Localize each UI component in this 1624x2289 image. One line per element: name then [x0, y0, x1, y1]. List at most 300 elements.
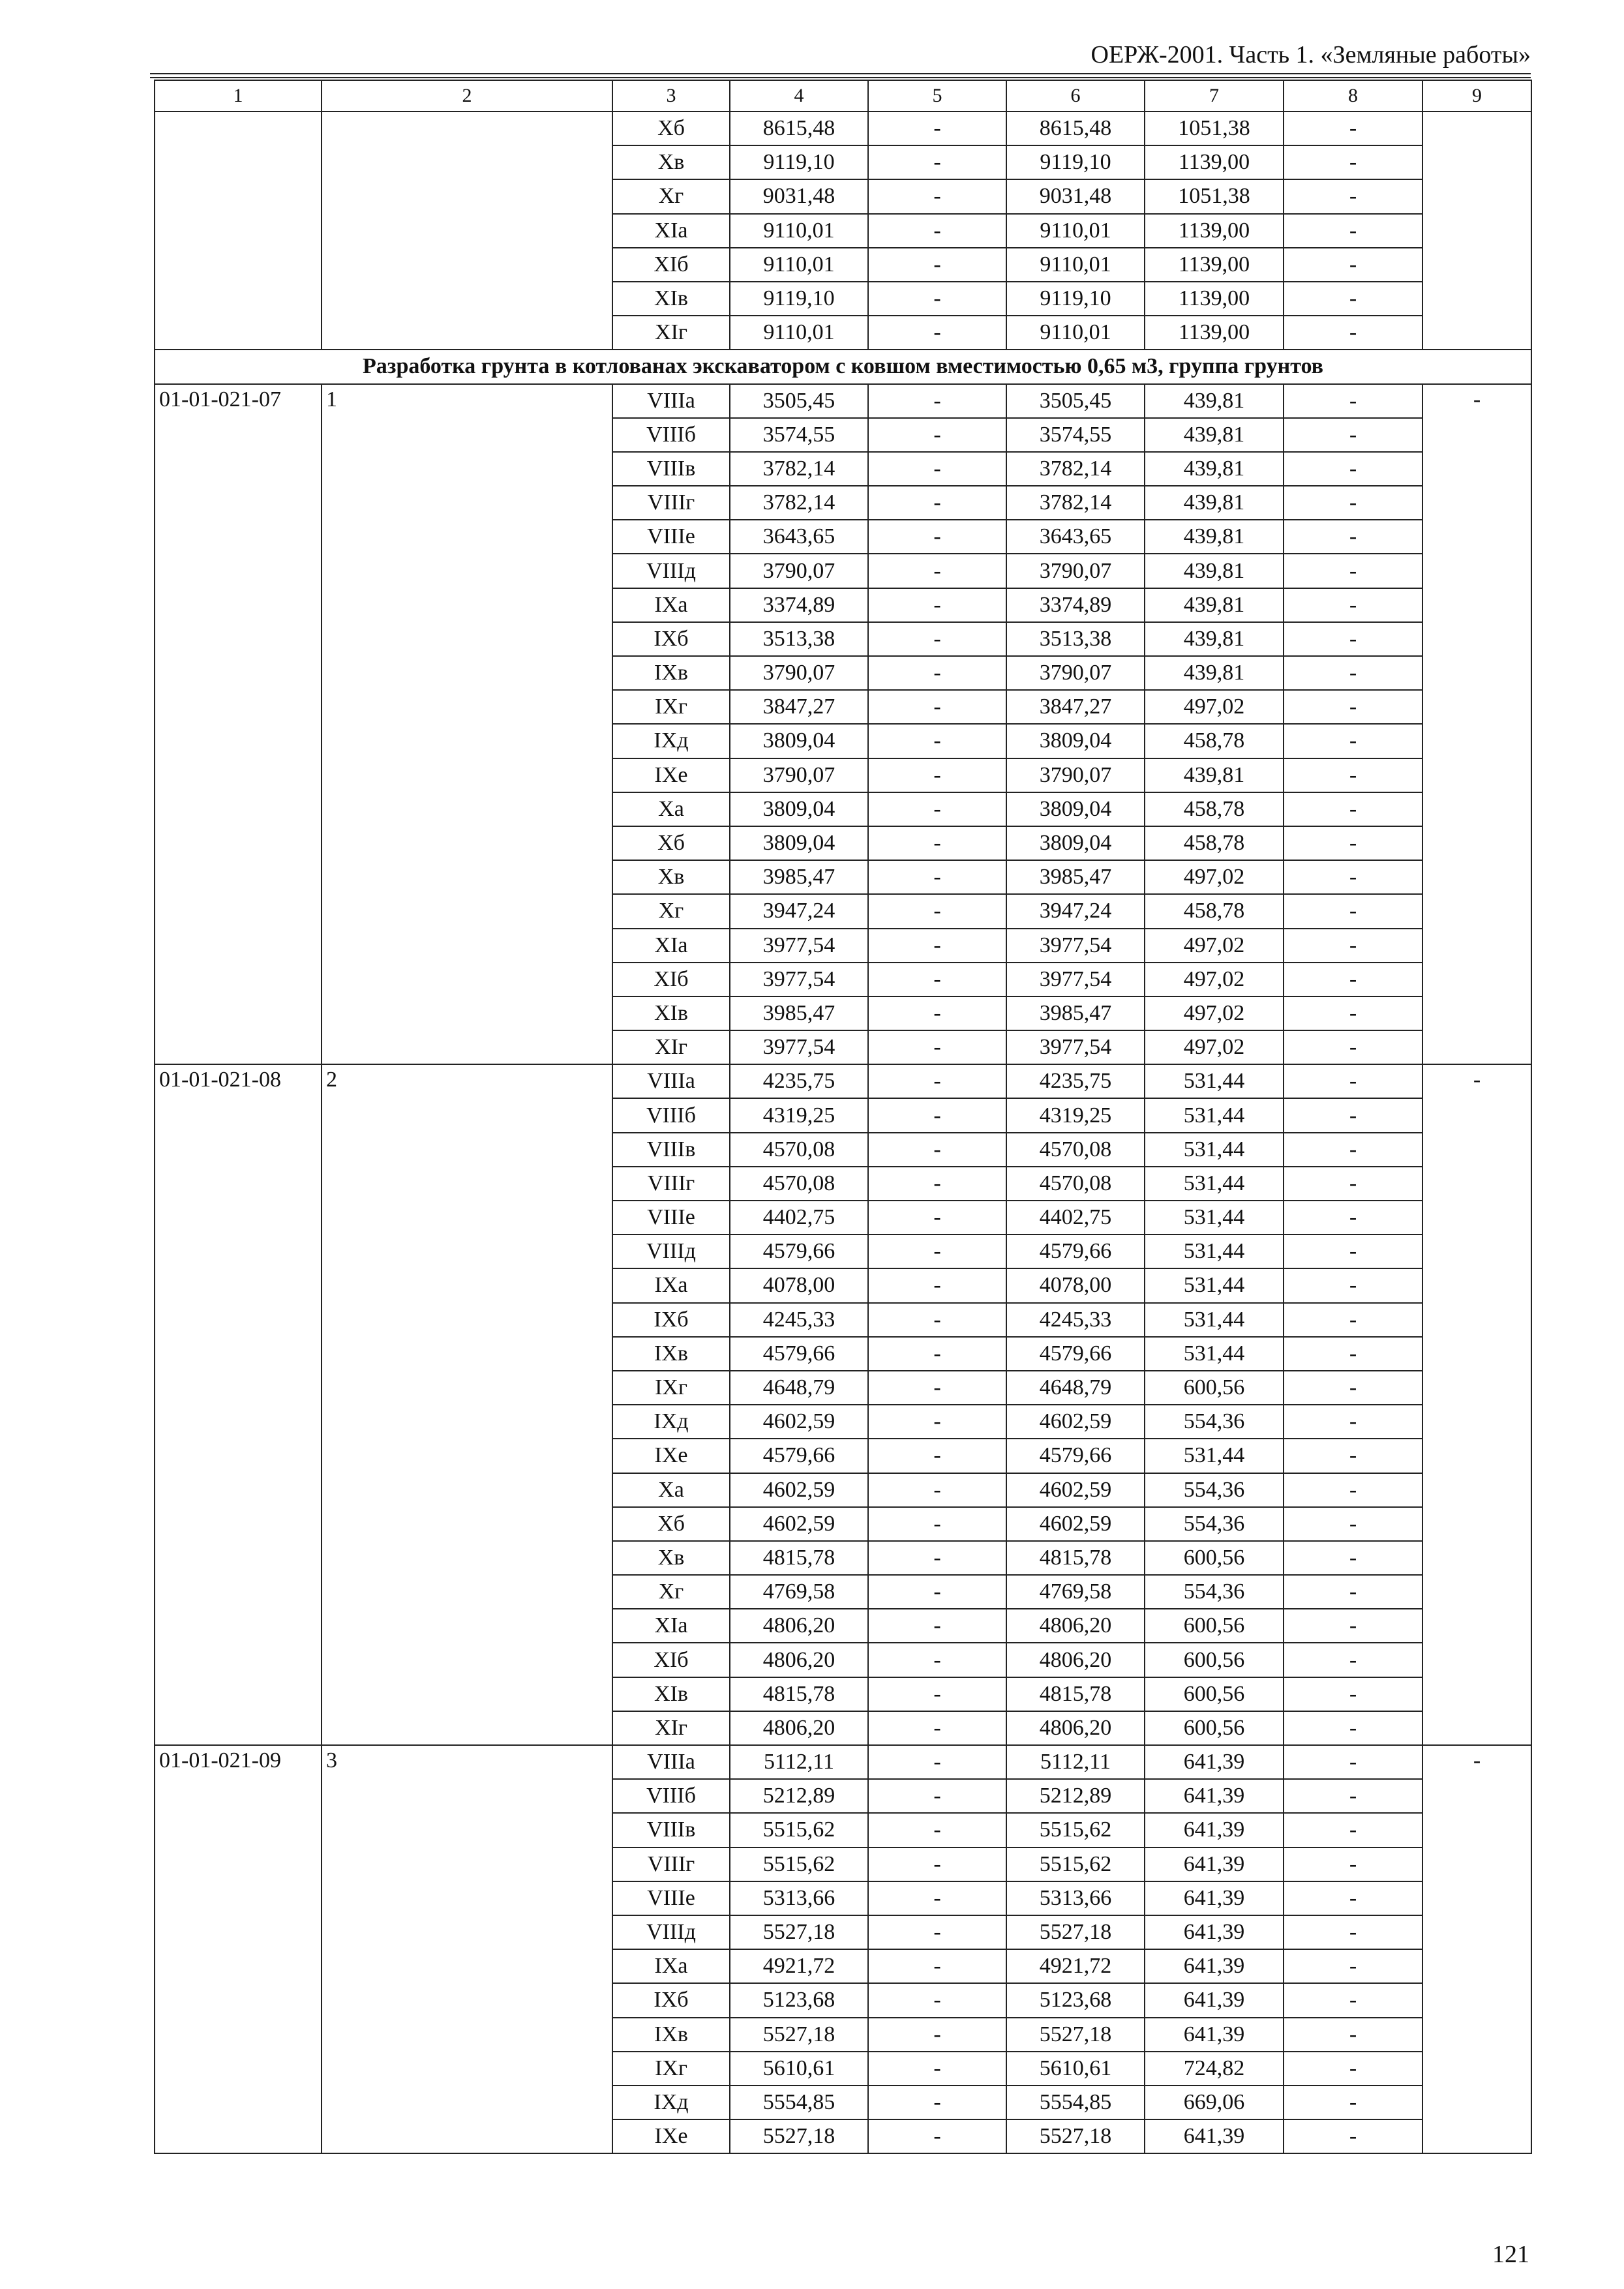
table-cell: 3977,54 [730, 963, 868, 996]
table-cell: - [1284, 452, 1422, 486]
table-cell: - [1284, 384, 1422, 418]
table-cell: Хг [612, 1575, 730, 1609]
table-cell: 3374,89 [730, 588, 868, 622]
table-cell: - [868, 2119, 1006, 2153]
table-cell: 4602,59 [730, 1473, 868, 1507]
table-cell: IХд [612, 1405, 730, 1439]
table-cell: - [868, 1575, 1006, 1609]
table-cell: 9110,01 [1006, 316, 1145, 350]
table-cell: - [1284, 1098, 1422, 1132]
table-cell: 5527,18 [730, 2119, 868, 2153]
table-cell: - [868, 1030, 1006, 1064]
table-cell: - [868, 1983, 1006, 2017]
table-cell: IХа [612, 1268, 730, 1302]
table-cell: - [868, 1915, 1006, 1949]
table-cell: 9031,48 [730, 179, 868, 213]
table-cell: 497,02 [1145, 963, 1284, 996]
table-cell: 4648,79 [1006, 1371, 1145, 1405]
table-cell: - [1284, 1030, 1422, 1064]
table-cell: 531,44 [1145, 1098, 1284, 1132]
table-cell: IХб [612, 622, 730, 656]
table-cell: - [1284, 860, 1422, 894]
table-cell: 1139,00 [1145, 248, 1284, 282]
table-cell: 3809,04 [730, 792, 868, 826]
section-title: Разработка грунта в котлованах экскаватором с ковшом вместимостью 0,65 м3, группа грунтов [155, 350, 1531, 383]
table-cell: - [1284, 112, 1422, 145]
table-cell: 3985,47 [1006, 860, 1145, 894]
table-cell: 439,81 [1145, 452, 1284, 486]
table-cell: 3809,04 [730, 724, 868, 758]
table-cell: VIIIв [612, 1813, 730, 1847]
table-cell: 4806,20 [1006, 1643, 1145, 1677]
table-cell: 554,36 [1145, 1575, 1284, 1609]
table-cell: 3782,14 [1006, 452, 1145, 486]
table-cell: - [868, 248, 1006, 282]
table-cell: - [868, 758, 1006, 792]
table-cell: 9119,10 [730, 145, 868, 179]
table-cell: 600,56 [1145, 1643, 1284, 1677]
rate-code: 01-01-021-08 [155, 1064, 322, 1745]
table-cell: - [868, 1133, 1006, 1167]
table-row [155, 112, 1531, 145]
table-row [155, 1745, 1531, 1779]
table-cell: IХа [612, 588, 730, 622]
table-cell: 5527,18 [730, 1915, 868, 1949]
table-cell: 5527,18 [730, 2018, 868, 2052]
table-cell: - [868, 792, 1006, 826]
table-cell: 4602,59 [730, 1405, 868, 1439]
table-cell: VIIIг [612, 486, 730, 520]
table-cell: Хг [612, 894, 730, 928]
table-cell: 4815,78 [730, 1677, 868, 1711]
table-cell: - [868, 1949, 1006, 1983]
table-cell: 4602,59 [730, 1507, 868, 1541]
table-cell: IХг [612, 2052, 730, 2086]
table-cell: 4648,79 [730, 1371, 868, 1405]
table-cell: IХд [612, 724, 730, 758]
table-cell: 3977,54 [1006, 929, 1145, 963]
table-cell: - [868, 1779, 1006, 1813]
table-cell: 1139,00 [1145, 145, 1284, 179]
table-cell: 600,56 [1145, 1609, 1284, 1643]
empty-item-cell [322, 112, 612, 350]
table-cell: 3782,14 [730, 486, 868, 520]
table-cell: 3977,54 [730, 929, 868, 963]
table-cell: ХIг [612, 1711, 730, 1745]
table-cell: - [1284, 282, 1422, 316]
table-cell: - [868, 2086, 1006, 2119]
table-cell: - [1284, 2119, 1422, 2153]
table-cell: - [1284, 1745, 1422, 1779]
table-cell: - [868, 826, 1006, 860]
table-cell: - [868, 1167, 1006, 1201]
table-cell: - [868, 1813, 1006, 1847]
table-cell: Хв [612, 1541, 730, 1575]
table-cell: 641,39 [1145, 2018, 1284, 2052]
table-cell: 4235,75 [1006, 1064, 1145, 1098]
table-cell: IХд [612, 2086, 730, 2119]
table-cell: VIIIа [612, 1064, 730, 1098]
table-cell: 9119,10 [1006, 282, 1145, 316]
table-cell: - [1284, 1813, 1422, 1847]
table-cell: - [1284, 1201, 1422, 1234]
table-cell: - [868, 690, 1006, 724]
table-cell: - [1284, 1848, 1422, 1881]
table-cell: 724,82 [1145, 2052, 1284, 2086]
table-cell: - [1284, 1609, 1422, 1643]
table-row [155, 384, 1531, 418]
table-cell: - [1284, 418, 1422, 452]
table-cell: - [868, 1507, 1006, 1541]
table-cell: - [868, 894, 1006, 928]
table-cell: - [868, 1677, 1006, 1711]
table-cell: Хб [612, 1507, 730, 1541]
table-cell: Ха [612, 1473, 730, 1507]
table-cell: - [1284, 588, 1422, 622]
table-cell: IХе [612, 1439, 730, 1473]
table-cell: 1139,00 [1145, 316, 1284, 350]
table-cell: 4319,25 [730, 1098, 868, 1132]
table-cell: ХIг [612, 316, 730, 350]
table-cell: 3847,27 [1006, 690, 1145, 724]
table-cell: 5554,85 [730, 2086, 868, 2119]
table-cell: 531,44 [1145, 1167, 1284, 1201]
table-cell: ХIа [612, 929, 730, 963]
table-cell: 4815,78 [730, 1541, 868, 1575]
table-cell: 669,06 [1145, 2086, 1284, 2119]
table-cell: 4570,08 [1006, 1133, 1145, 1167]
table-cell: - [1284, 996, 1422, 1030]
table-cell: - [868, 1643, 1006, 1677]
table-cell: - [868, 112, 1006, 145]
table-cell: - [1284, 1881, 1422, 1915]
table-cell: 5313,66 [730, 1881, 868, 1915]
table-cell: - [868, 1541, 1006, 1575]
table-cell: 1139,00 [1145, 282, 1284, 316]
table-cell: VIIIд [612, 1234, 730, 1268]
table-cell: - [868, 1303, 1006, 1337]
table-cell: - [1284, 1234, 1422, 1268]
table-cell: - [868, 452, 1006, 486]
table-cell: 439,81 [1145, 520, 1284, 554]
table-cell: - [1284, 1473, 1422, 1507]
table-cell: 4815,78 [1006, 1541, 1145, 1575]
table-cell: VIIIб [612, 1779, 730, 1813]
table-cell: IХв [612, 1337, 730, 1371]
table-cell: 600,56 [1145, 1541, 1284, 1575]
rate-item: 2 [322, 1064, 612, 1745]
table-cell: 5515,62 [730, 1813, 868, 1847]
table-cell: 439,81 [1145, 554, 1284, 588]
table-cell: - [1284, 1711, 1422, 1745]
table-cell: 3643,65 [1006, 520, 1145, 554]
table-cell: - [1284, 894, 1422, 928]
table-cell: 641,39 [1145, 1983, 1284, 2017]
column-number: 6 [1006, 80, 1145, 112]
table-cell: IХб [612, 1303, 730, 1337]
table-cell: - [1284, 656, 1422, 690]
table-cell: 3513,38 [1006, 622, 1145, 656]
table-cell: VIIIе [612, 1881, 730, 1915]
column-number: 3 [612, 80, 730, 112]
table-cell: IХб [612, 1983, 730, 2017]
col9-cell: - [1422, 384, 1531, 1065]
table-cell: - [1284, 1779, 1422, 1813]
table-cell: 641,39 [1145, 1813, 1284, 1847]
table-cell: 439,81 [1145, 622, 1284, 656]
table-cell: 1139,00 [1145, 214, 1284, 248]
table-cell: 5527,18 [1006, 2018, 1145, 2052]
table-cell: - [1284, 792, 1422, 826]
table-cell: 554,36 [1145, 1405, 1284, 1439]
table-cell: 5112,11 [730, 1745, 868, 1779]
table-cell: - [1284, 145, 1422, 179]
table-cell: - [1284, 1337, 1422, 1371]
table-cell: 5515,62 [1006, 1848, 1145, 1881]
table-cell: - [1284, 248, 1422, 282]
table-cell: Хб [612, 112, 730, 145]
table-cell: ХIв [612, 282, 730, 316]
table-cell: - [1284, 690, 1422, 724]
table-cell: 531,44 [1145, 1303, 1284, 1337]
table-cell: - [1284, 963, 1422, 996]
table-cell: - [1284, 2086, 1422, 2119]
table-cell: 4579,66 [730, 1337, 868, 1371]
table-cell: ХIа [612, 1609, 730, 1643]
table-cell: 4579,66 [730, 1439, 868, 1473]
table-cell: 3790,07 [730, 758, 868, 792]
table-cell: 641,39 [1145, 1949, 1284, 1983]
table-cell: 9031,48 [1006, 179, 1145, 213]
table-cell: 3847,27 [730, 690, 868, 724]
table-cell: - [868, 1439, 1006, 1473]
table-cell: VIIIа [612, 384, 730, 418]
table-cell: 4769,58 [730, 1575, 868, 1609]
table-cell: 4078,00 [730, 1268, 868, 1302]
section-title-row [155, 350, 1531, 383]
table-cell: - [868, 656, 1006, 690]
table-cell: VIIIб [612, 418, 730, 452]
table-cell: 497,02 [1145, 996, 1284, 1030]
table-cell: - [868, 384, 1006, 418]
table-cell: 3790,07 [730, 656, 868, 690]
table-cell: - [868, 1609, 1006, 1643]
table-cell: - [1284, 554, 1422, 588]
table-cell: - [1284, 1949, 1422, 1983]
rates-table [154, 80, 1532, 2154]
column-number: 2 [322, 80, 612, 112]
table-cell: 3947,24 [1006, 894, 1145, 928]
table-cell: 4570,08 [1006, 1167, 1145, 1201]
table-cell: VIIIв [612, 1133, 730, 1167]
table-cell: - [868, 860, 1006, 894]
table-cell: - [1284, 1507, 1422, 1541]
table-cell: 4602,59 [1006, 1405, 1145, 1439]
table-cell: 439,81 [1145, 384, 1284, 418]
table-cell: - [868, 1337, 1006, 1371]
table-cell: ХIа [612, 214, 730, 248]
table-cell: Хг [612, 179, 730, 213]
column-number-row [155, 80, 1531, 112]
table-cell: Ха [612, 792, 730, 826]
table-cell: 5123,68 [730, 1983, 868, 2017]
table-cell: 439,81 [1145, 758, 1284, 792]
table-cell: - [1284, 1575, 1422, 1609]
table-cell: IХе [612, 2119, 730, 2153]
table-cell: - [868, 963, 1006, 996]
table-cell: 4078,00 [1006, 1268, 1145, 1302]
column-number: 7 [1145, 80, 1284, 112]
table-cell: IХг [612, 690, 730, 724]
table-cell: 600,56 [1145, 1371, 1284, 1405]
table-cell: 3790,07 [1006, 758, 1145, 792]
table-cell: 4570,08 [730, 1167, 868, 1201]
table-cell: 4579,66 [730, 1234, 868, 1268]
table-cell: 3782,14 [730, 452, 868, 486]
rate-code: 01-01-021-09 [155, 1745, 322, 2153]
table-cell: 4602,59 [1006, 1507, 1145, 1541]
header-rule-top [150, 73, 1531, 74]
table-cell: 9110,01 [730, 248, 868, 282]
table-cell: 9110,01 [730, 316, 868, 350]
table-cell: 5610,61 [1006, 2052, 1145, 2086]
table-cell: 9110,01 [730, 214, 868, 248]
table-cell: 4235,75 [730, 1064, 868, 1098]
table-cell: IХа [612, 1949, 730, 1983]
table-cell: 600,56 [1145, 1677, 1284, 1711]
table-cell: 5527,18 [1006, 1915, 1145, 1949]
table-cell: ХIб [612, 963, 730, 996]
table-cell: - [1284, 1268, 1422, 1302]
table-cell: 641,39 [1145, 1745, 1284, 1779]
table-cell: 641,39 [1145, 1848, 1284, 1881]
table-cell: 641,39 [1145, 1779, 1284, 1813]
table-cell: 5554,85 [1006, 2086, 1145, 2119]
col9-cell: - [1422, 1745, 1531, 2153]
table-cell: - [1284, 2052, 1422, 2086]
table-cell: 5527,18 [1006, 2119, 1145, 2153]
table-cell: 4806,20 [730, 1609, 868, 1643]
rate-item: 3 [322, 1745, 612, 2153]
table-cell: - [868, 2052, 1006, 2086]
table-cell: 3947,24 [730, 894, 868, 928]
table-cell: 439,81 [1145, 486, 1284, 520]
table-cell: 554,36 [1145, 1473, 1284, 1507]
table-cell: 531,44 [1145, 1201, 1284, 1234]
table-cell: 641,39 [1145, 1881, 1284, 1915]
table-cell: 3809,04 [1006, 724, 1145, 758]
table-cell: 5515,62 [1006, 1813, 1145, 1847]
table-cell: - [868, 1064, 1006, 1098]
table-cell: - [868, 1371, 1006, 1405]
table-cell: 4921,72 [730, 1949, 868, 1983]
table-cell: 4245,33 [1006, 1303, 1145, 1337]
rate-code: 01-01-021-07 [155, 384, 322, 1065]
table-cell: VIIIб [612, 1098, 730, 1132]
table-cell: - [868, 2018, 1006, 2052]
table-cell: 3985,47 [1006, 996, 1145, 1030]
table-cell: 4806,20 [730, 1643, 868, 1677]
table-cell: - [1284, 1439, 1422, 1473]
table-cell: 4921,72 [1006, 1949, 1145, 1983]
table-cell: - [1284, 929, 1422, 963]
empty-col9-cell [1422, 112, 1531, 350]
table-cell: 4806,20 [730, 1711, 868, 1745]
table-cell: 1051,38 [1145, 179, 1284, 213]
column-number: 8 [1284, 80, 1422, 112]
rate-item: 1 [322, 384, 612, 1065]
table-cell: ХIб [612, 1643, 730, 1677]
table-cell: ХIв [612, 1677, 730, 1711]
table-cell: VIIIг [612, 1848, 730, 1881]
table-cell: 458,78 [1145, 826, 1284, 860]
table-cell: 4806,20 [1006, 1609, 1145, 1643]
table-cell: 3374,89 [1006, 588, 1145, 622]
table-cell: 3790,07 [1006, 554, 1145, 588]
table-cell: 5212,89 [1006, 1779, 1145, 1813]
table-cell: ХIг [612, 1030, 730, 1064]
table-cell: 3809,04 [730, 826, 868, 860]
table-cell: 5112,11 [1006, 1745, 1145, 1779]
table-cell: VIIIд [612, 554, 730, 588]
table-cell: 439,81 [1145, 418, 1284, 452]
table-cell: 4579,66 [1006, 1439, 1145, 1473]
table-cell: Хв [612, 145, 730, 179]
rates-table-body [155, 80, 1531, 2153]
table-cell: 497,02 [1145, 929, 1284, 963]
table-cell: - [868, 1848, 1006, 1881]
column-number: 4 [730, 80, 868, 112]
table-cell: 4402,75 [1006, 1201, 1145, 1234]
table-cell: Хб [612, 826, 730, 860]
table-cell: 4570,08 [730, 1133, 868, 1167]
table-cell: 3977,54 [730, 1030, 868, 1064]
table-cell: 3574,55 [1006, 418, 1145, 452]
table-cell: 4579,66 [1006, 1234, 1145, 1268]
table-cell: - [1284, 1133, 1422, 1167]
page-header-title: ОЕРЖ-2001. Часть 1. «Земляные работы» [1090, 41, 1531, 68]
table-cell: 3782,14 [1006, 486, 1145, 520]
table-cell: 5212,89 [730, 1779, 868, 1813]
table-cell: - [1284, 622, 1422, 656]
table-cell: ХIв [612, 996, 730, 1030]
table-cell: 9119,10 [730, 282, 868, 316]
table-cell: IХг [612, 1371, 730, 1405]
table-cell: - [1284, 1541, 1422, 1575]
table-cell: - [868, 996, 1006, 1030]
table-cell: - [1284, 1643, 1422, 1677]
table-cell: 641,39 [1145, 2119, 1284, 2153]
table-row [155, 1064, 1531, 1098]
table-cell: 9110,01 [1006, 248, 1145, 282]
table-cell: 4402,75 [730, 1201, 868, 1234]
table-cell: - [1284, 826, 1422, 860]
page-number: 121 [1492, 2241, 1529, 2268]
table-cell: - [868, 554, 1006, 588]
table-cell: - [1284, 1983, 1422, 2017]
table-cell: 4769,58 [1006, 1575, 1145, 1609]
table-cell: 497,02 [1145, 1030, 1284, 1064]
table-cell: VIIIе [612, 520, 730, 554]
table-cell: - [1284, 520, 1422, 554]
table-cell: 3809,04 [1006, 826, 1145, 860]
table-cell: - [868, 486, 1006, 520]
column-number: 1 [155, 80, 322, 112]
table-cell: VIIIв [612, 452, 730, 486]
table-cell: 4579,66 [1006, 1337, 1145, 1371]
empty-code-cell [155, 112, 322, 350]
table-cell: 439,81 [1145, 656, 1284, 690]
